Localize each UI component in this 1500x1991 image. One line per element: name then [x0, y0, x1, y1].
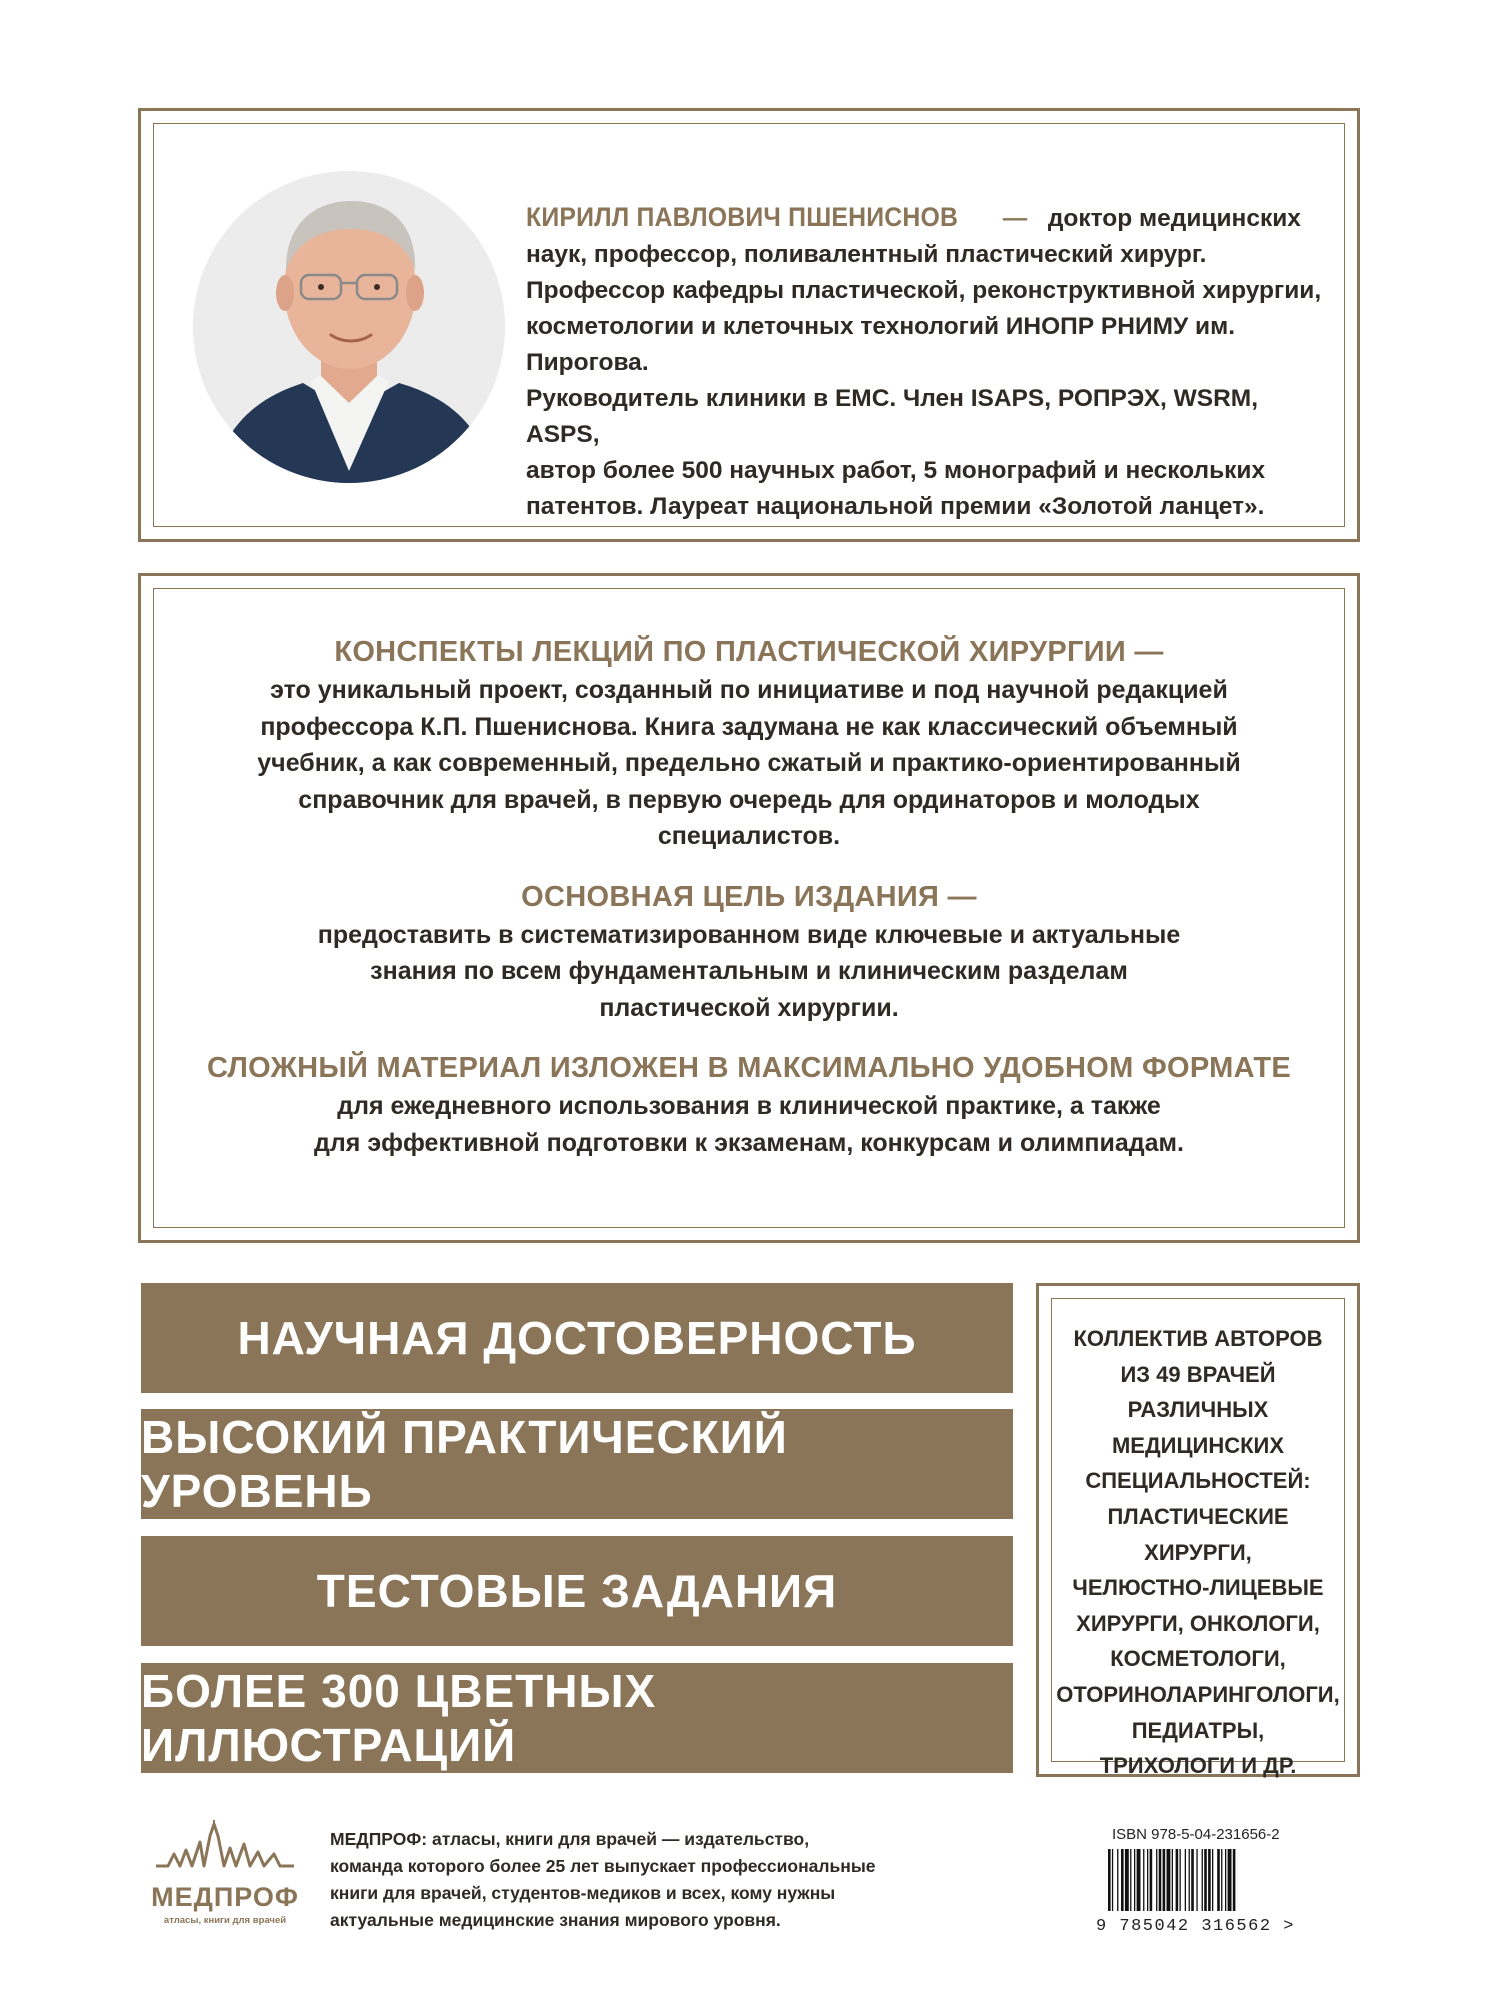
team-line: ХИРУРГИ, ОНКОЛОГИ,: [1076, 1610, 1320, 1636]
author-portrait: [193, 171, 505, 483]
team-line: СПЕЦИАЛЬНОСТЕЙ:: [1085, 1468, 1311, 1494]
description-block: [181, 632, 1317, 855]
author-name-dash: —: [995, 205, 1028, 232]
description-content: [181, 632, 1317, 1183]
author-frame: [138, 108, 1360, 542]
description-heading: ОСНОВНАЯ ЦЕЛЬ ИЗДАНИЯ —: [521, 880, 977, 913]
barcode: [1096, 1849, 1316, 1936]
publisher-line: книги для врачей, студентов-медиков и всех, кому нужны: [330, 1883, 836, 1903]
description-line: пластической хирургии.: [599, 993, 899, 1022]
feature-bar: БОЛЕЕ 300 ЦВЕТНЫХ ИЛЛЮСТРАЦИЙ: [141, 1663, 1013, 1773]
team-description: [1053, 1321, 1343, 1784]
team-line: КОСМЕТОЛОГИ,: [1110, 1646, 1286, 1672]
feature-bar: ТЕСТОВЫЕ ЗАДАНИЯ: [141, 1536, 1013, 1646]
publisher-line: актуальные медицинские знания мирового уровня.: [330, 1910, 781, 1930]
description-line: предоставить в систематизированном виде ключевые и актуальные: [317, 920, 1181, 949]
publisher-logo: [150, 1820, 300, 1926]
team-line: ЧЕЛЮСТНО-ЛИЦЕВЫЕ: [1072, 1575, 1324, 1601]
description-heading: СЛОЖНЫЙ МАТЕРИАЛ ИЗЛОЖЕН В МАКСИМАЛЬНО УДОБНОМ ФОРМАТЕ: [206, 1052, 1292, 1084]
feature-bar: ВЫСОКИЙ ПРАКТИЧЕСКИЙ УРОВЕНЬ: [141, 1409, 1013, 1519]
description-line: для ежедневного использования в клинической практике, а также: [337, 1092, 1161, 1120]
author-bio-text: доктор медицинских: [1047, 205, 1301, 232]
team-line: ИЗ 49 ВРАЧЕЙ: [1120, 1361, 1276, 1387]
publisher-line: МЕДПРОФ: атласы, книги для врачей — издательство,: [330, 1829, 810, 1849]
description-line: профессора К.П. Пшениснова. Книга задумана не как классический объемный: [260, 712, 1238, 741]
description-line: для эффективной подготовки к экзаменам, конкурсам и олимпиадам.: [314, 1128, 1184, 1157]
author-bio-line: Руководитель клиники в ЕМС. Член ISAPS, РОПРЭХ, WSRM, ASPS,: [526, 385, 1259, 448]
publisher-logo-tagline: атласы, книги для врачей: [163, 1915, 287, 1926]
author-bio-line: Профессор кафедры пластической, реконструктивной хирургии,: [526, 277, 1322, 304]
description-block: [181, 1048, 1317, 1161]
description-heading: КОНСПЕКТЫ ЛЕКЦИЙ ПО ПЛАСТИЧЕСКОЙ ХИРУРГИИ —: [334, 636, 1164, 668]
author-photo-icon: [193, 171, 505, 483]
team-line: МЕДИЦИНСКИХ: [1111, 1432, 1285, 1458]
description-line: это уникальный проект, созданный по инициативе и под научной редакцией: [270, 676, 1228, 704]
isbn-barcode-block: [1096, 1826, 1316, 1936]
team-line: РАЗЛИЧНЫХ: [1127, 1397, 1269, 1423]
publisher-line: команда которого более 25 лет выпускает профессиональные: [330, 1856, 876, 1876]
barcode-icon: [1096, 1849, 1296, 1915]
team-line: ОТОРИНОЛАРИНГОЛОГИ,: [1056, 1681, 1340, 1707]
publisher-logo-name: МЕДПРОФ: [151, 1882, 299, 1912]
description-line: специалистов.: [657, 822, 841, 850]
author-bio-line: автор более 500 научных работ, 5 монографий и нескольких: [526, 457, 1266, 484]
feature-bar: НАУЧНАЯ ДОСТОВЕРНОСТЬ: [141, 1283, 1013, 1393]
team-line: ПЛАСТИЧЕСКИЕ ХИРУРГИ,: [1107, 1503, 1289, 1565]
publisher-description: [330, 1826, 890, 1934]
description-block: [181, 877, 1317, 1027]
author-bio-line-1: [526, 199, 1326, 237]
description-line: учебник, а как современный, предельно сжатый и практико-ориентированный: [257, 749, 1241, 777]
skyline-logo-icon: [150, 1820, 300, 1878]
author-bio-line: косметологии и клеточных технологий ИНОПР РНИМУ им. Пирогова.: [526, 313, 1236, 376]
team-line: ТРИХОЛОГИ И ДР.: [1099, 1753, 1297, 1779]
author-bio-line: патентов. Лауреат национальной премии «Золотой ланцет».: [526, 493, 1265, 520]
description-line: знания по всем фундаментальным и клиническим разделам: [370, 957, 1128, 985]
team-frame: [1036, 1283, 1360, 1777]
description-line: справочник для врачей, в первую очередь для ординаторов и молодых: [298, 785, 1200, 814]
author-name: КИРИЛЛ ПАВЛОВИЧ ПШЕНИСНОВ: [526, 202, 959, 232]
description-frame: [138, 573, 1360, 1243]
team-line: КОЛЛЕКТИВ АВТОРОВ: [1073, 1326, 1323, 1351]
isbn-label: ISBN 978-5-04-231656-2: [1112, 1826, 1280, 1843]
author-bio-line: наук, профессор, поливалентный пластический хирург.: [526, 241, 1207, 268]
barcode-digits: 9 785042 316562 >: [1096, 1917, 1295, 1936]
team-line: ПЕДИАТРЫ,: [1131, 1717, 1265, 1743]
author-bio: [526, 199, 1326, 525]
